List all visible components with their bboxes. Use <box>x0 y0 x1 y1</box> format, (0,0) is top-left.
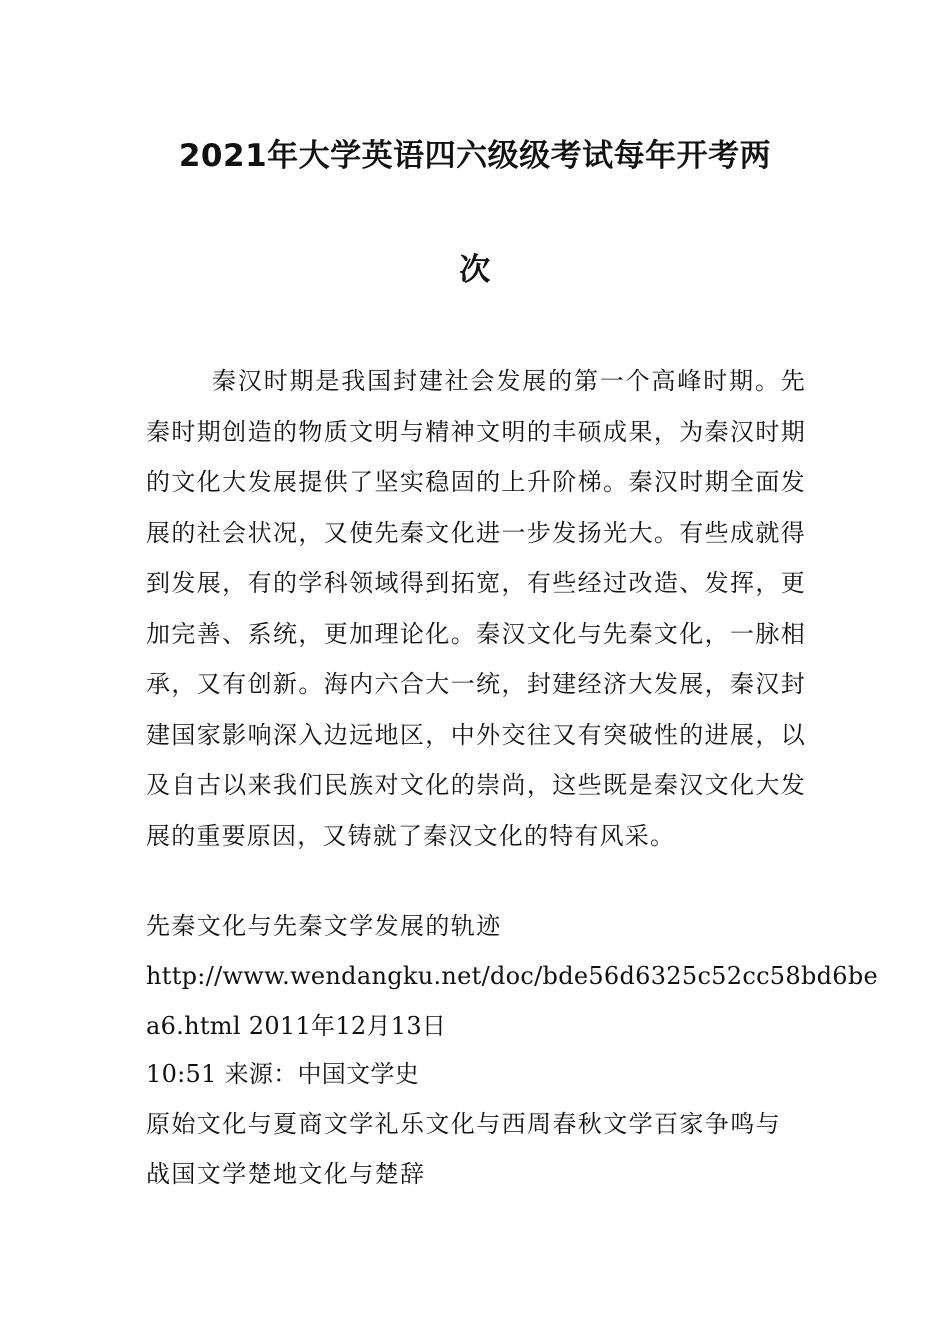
document-title-line-1: 2021年大学英语四六级级考试每年开考两 <box>178 138 772 174</box>
contents-line-1: 原始文化与夏商文学礼乐文化与西周春秋文学百家争鸣与 <box>146 1110 781 1138</box>
source-line: 10:51 来源：中国文学史 <box>146 1060 419 1088</box>
body-paragraph: 秦汉时期是我国封建社会发展的第一个高峰时期。先秦时期创造的物质文明与精神文明的丰硕成果，为秦汉时期的文化大发展提供了坚实稳固的上升阶梯。秦汉时期全面发展的社会状况，又使先秦文化进一步发扬光大。有些成就得到发展，有的学科领域得到拓宽，有些经过改造、发挥，更加完善、系统，更加理论化。秦汉文化与先秦文化，一脉相承，又有创新。海内六合大一统，封建经济大发展，秦汉封建国家影响深入边远地区，中外交往又有突破性的进展，以及自古以来我们民族对文化的崇尚，这些既是秦汉文化大发展的重要原因，又铸就了秦汉文化的特有风采。 <box>146 367 806 850</box>
contents-line-2: 战国文学楚地文化与楚辞 <box>146 1160 426 1188</box>
section-heading-line: 先秦文化与先秦文学发展的轨迹 <box>146 912 502 940</box>
document-title-line-2: 次 <box>459 252 491 288</box>
date-line: a6.html 2011年12月13日 <box>146 1012 447 1040</box>
source-url-line: http://www.wendangku.net/doc/bde56d6325c52cc58bd6be <box>146 962 879 990</box>
